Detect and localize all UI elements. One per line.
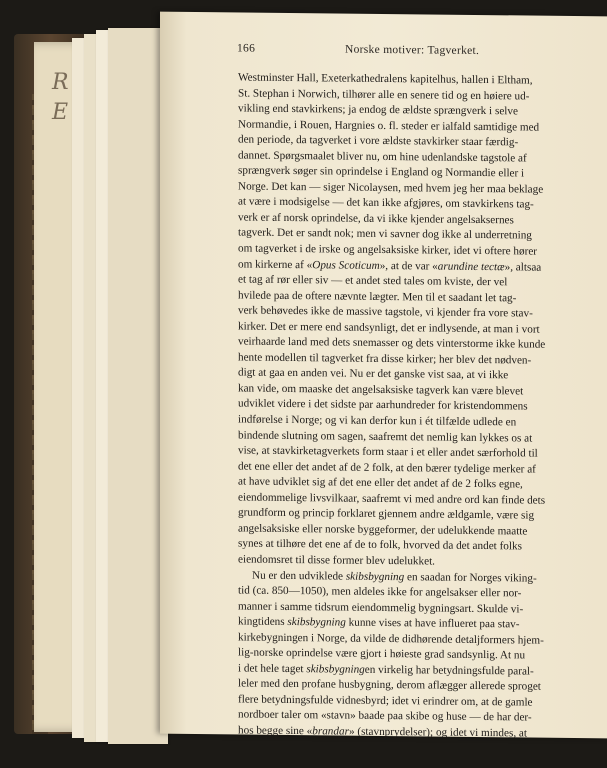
text-line: kirker. Det er mere end sandsynligt, det er indlysende, at man i vort xyxy=(238,320,540,336)
text-line: et tag af rør eller siv — et andet sted tales om kviste, der vel xyxy=(238,273,508,289)
text-line: St. Stephan i Norwich, tilhører alle en senere tid og en høiere ud- xyxy=(238,87,530,103)
handwriting-line: E xyxy=(52,100,70,125)
page-header xyxy=(237,42,607,62)
text-line: veirhaarde land med dets snemasser og dets vinterstorme ikke kunde xyxy=(238,335,546,351)
text-line: at have udviklet sig af det ene eller det andet af de 2 folks egne, xyxy=(238,475,523,491)
page-number: 166 xyxy=(237,42,256,55)
text-line: kan vide, om maaske det angelsaksiske tagverk kan være blevet xyxy=(238,382,524,398)
text-line: flere betydningsfulde vidnesbyrd; idet vi erindrer om, at de gamle xyxy=(238,693,533,709)
text-line: om kirkerne af «Opus Scoticum», at de var «arundine tectæ», altsaa xyxy=(238,258,542,274)
text-line: Nu er den udviklede skibsbygning en saadan for Norges viking- xyxy=(252,569,537,585)
text-line: synes at tilhøre det ene af de to folk, hvorved da det andet folks xyxy=(238,537,522,553)
text-line: tagverk. Det er sandt nok; men vi savner dog ikke al underretning xyxy=(238,226,532,243)
text-line: hos begge sine «brandar» (stavnprydelser); og idet vi mindes, at xyxy=(238,724,527,740)
text-line: i det hele taget skibsbygningen virkelig har betydningsfulde paral- xyxy=(238,662,534,678)
text-line: indførelse i Norge; og vi kan derfor kun i ét tilfælde udlede en xyxy=(238,413,517,429)
running-head: Norske motiver: Tagverket. xyxy=(345,43,480,58)
text-line: lig-norske oprindelse være gjort i høieste grad sandsynlig. At nu xyxy=(238,646,526,662)
text-line: sprængverk søger sin oprindelse i England og Normandie eller i xyxy=(238,164,525,180)
text-line: eiendomsret til disse former blev udelukket. xyxy=(238,553,435,568)
text-line: leler med den profane husbygning, derom aflægger allerede sproget xyxy=(238,677,541,693)
text-line: kirkebygningen i Norge, da vilde de didhørende detaljformers hjem- xyxy=(238,631,544,647)
text-line: bindende slutning om sagen, saafremt det nemlig kan lykkes os at xyxy=(238,429,533,445)
text-line: udviklet videre i det sidste par aarhundreder for kristendommens xyxy=(238,397,528,413)
text-line: manner i samme tidsrum eiendommelig bygningsart. Skulde vi- xyxy=(238,600,524,616)
text-line: det ene eller det andet af de 2 folk, at den bærer tydelige merker af xyxy=(238,460,536,476)
text-line: Westminster Hall, Exeterkathedralens kapitelhus, hallen i Eltham, xyxy=(238,71,533,87)
text-line: hente modellen til tagverket fra disse kirker; her blev det nødven- xyxy=(238,351,532,367)
text-line: grundform og princip forklaret gjennem andre ældgamle, være sig xyxy=(238,506,535,522)
text-line: digt at gaa en anden vei. Nu er det ganske vist saa, at vi ikke xyxy=(238,366,509,382)
text-line: angelsaksiske eller norske byggeformer, der udelukkende maatte xyxy=(238,522,528,538)
text-line: verk er af norsk oprindelse, da vi ikke kjender angelsaksernes xyxy=(238,211,514,227)
text-line: Normandie, i Rouen, Hargnies o. fl. steder er ialfald samtidige med xyxy=(238,118,540,134)
text-line: om tagverket i de irske og angelsaksiske kirker, idet vi oftere hører xyxy=(238,242,538,258)
text-line: eiendommelige livsvilkaar, saafremt vi med andre ord kan finde dets xyxy=(238,491,546,507)
body-text xyxy=(238,70,604,742)
text-line: verk behøvedes ikke de massive tagstole, vi kjender fra vore stav- xyxy=(238,304,533,320)
book-page xyxy=(160,12,607,739)
handwriting-line: R xyxy=(52,70,70,95)
text-line: kingtidens skibsbygning kunne vises at have influeret paa stav- xyxy=(238,615,520,631)
text-line: vikling end stavkirkens; ja endog de ældste sprængverk i selve xyxy=(238,102,518,118)
text-line: Norge. Det kan — siger Nicolaysen, med hvem jeg her maa beklage xyxy=(238,180,544,196)
page-edge xyxy=(108,28,168,744)
text-line: den periode, da tagverket i vore ældste stavkirker staar færdig- xyxy=(238,133,519,149)
text-line: at være i modsigelse — det kan ikke afgjøres, om stavkirkens tag- xyxy=(238,195,534,211)
text-line: dannet. Spørgsmaalet bliver nu, om hine udenlandske tagstole af xyxy=(238,149,527,165)
text-line: hvilede paa de oftere nævnte lægter. Men til et saadant let tag- xyxy=(238,289,517,305)
text-line: tid (ca. 850—1050), men aldeles ikke for angelsakser eller nor- xyxy=(238,584,522,600)
text-line: vise, at stavkirketagverkets form staar i et eller andet særforhold til xyxy=(238,444,538,460)
text-line: nordboer taler om «stavn» baade paa skibe og huse — de har der- xyxy=(238,708,532,724)
